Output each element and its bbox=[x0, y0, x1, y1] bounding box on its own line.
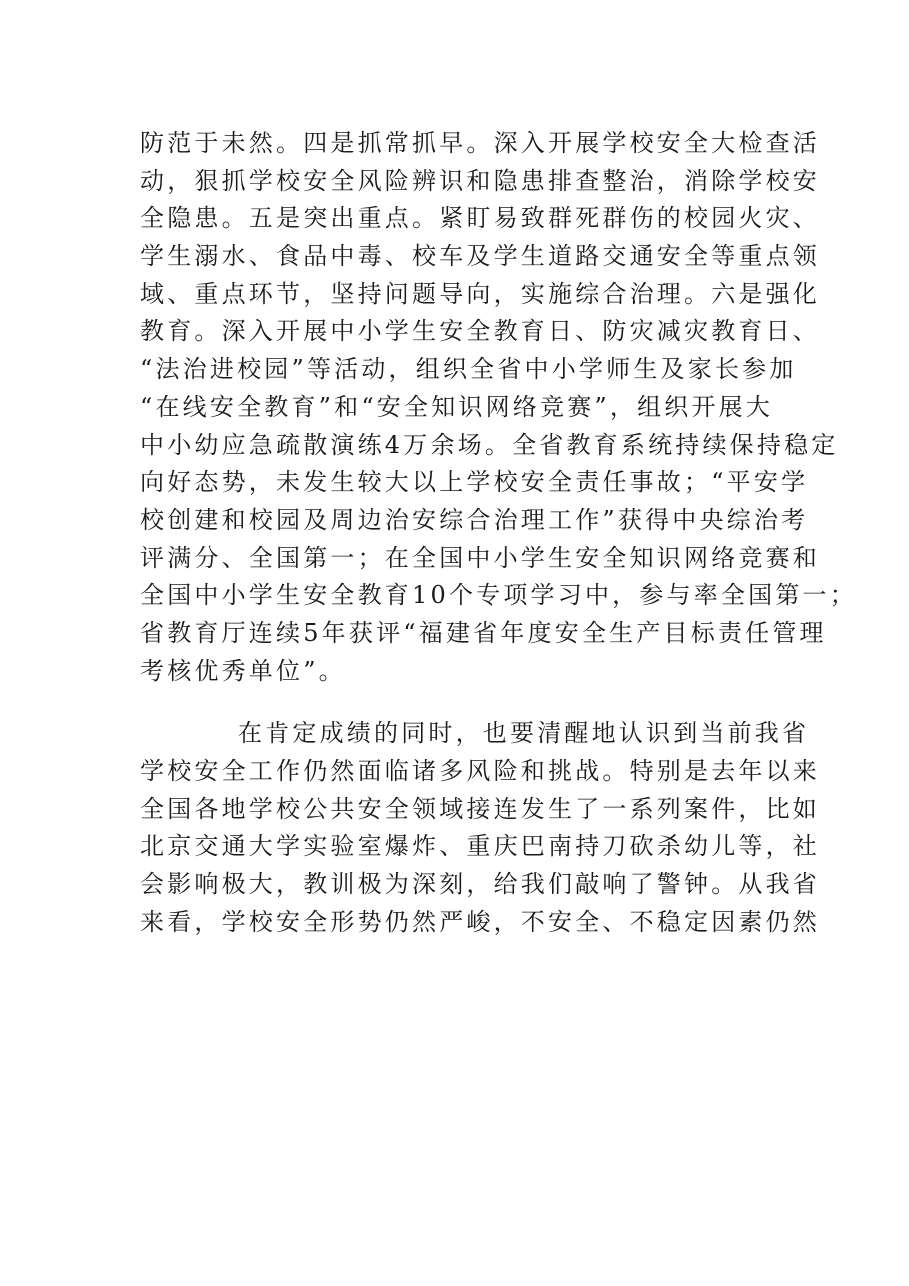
text-line: 北京交通大学实验室爆炸、重庆巴南持刀砍杀幼儿等，社 bbox=[140, 832, 820, 861]
text-line: 学生溺水、食品中毒、校车及学生道路交通安全等重点领 bbox=[140, 242, 820, 271]
text-line: 动，狠抓学校安全风险辨识和隐患排查整治，消除学校安 bbox=[140, 166, 820, 195]
text-line: 考核优秀单位”。 bbox=[140, 656, 346, 685]
paragraph-1 bbox=[140, 125, 857, 690]
text-line: 域、重点环节，坚持问题导向，实施综合治理。六是强化 bbox=[140, 279, 820, 308]
text-line: 教育。深入开展中小学生安全教育日、防灾减灾教育日、 bbox=[140, 317, 820, 346]
text-line: “法治进校园”等活动，组织全省中小学师生及家长参加 bbox=[140, 355, 797, 384]
text-line: “在线安全教育”和“安全知识网络竞赛”，组织开展大 bbox=[140, 392, 774, 421]
paragraph-2 bbox=[140, 715, 820, 941]
text-line: 会影响极大，教训极为深刻，给我们敲响了警钟。从我省 bbox=[140, 870, 820, 899]
text-line: 校创建和校园及周边治安综合治理工作”获得中央综治考 bbox=[140, 505, 809, 534]
text-line: 学校安全工作仍然面临诸多风险和挑战。特别是去年以来 bbox=[140, 757, 820, 785]
text-line: 省教育厅连续5年获评“福建省年度安全生产目标责任管理 bbox=[140, 618, 827, 647]
text-line: 中小幼应急疏散演练4万余场。全省教育系统持续保持稳定 bbox=[140, 430, 839, 459]
text-line: 全国中小学生安全教育10个专项学习中，参与率全国第一； bbox=[140, 581, 857, 610]
text-line: 防范于未然。四是抓常抓早。深入开展学校安全大检查活 bbox=[140, 129, 820, 157]
text-line: 来看，学校安全形势仍然严峻，不安全、不稳定因素仍然 bbox=[140, 907, 820, 936]
paragraph-spacer bbox=[140, 690, 780, 715]
text-line: 向好态势，未发生较大以上学校安全责任事故；“平安学 bbox=[140, 468, 809, 497]
text-line: 全隐患。五是突出重点。紧盯易致群死群伤的校园火灾、 bbox=[140, 204, 820, 233]
text-line-first-indented: 在肯定成绩的同时，也要清醒地认识到当前我省 bbox=[238, 719, 810, 748]
text-line: 全国各地学校公共安全领域接连发生了一系列案件，比如 bbox=[140, 794, 820, 823]
document-body bbox=[140, 125, 857, 941]
text-line: 评满分、全国第一；在全国中小学生安全知识网络竞赛和 bbox=[140, 543, 820, 572]
